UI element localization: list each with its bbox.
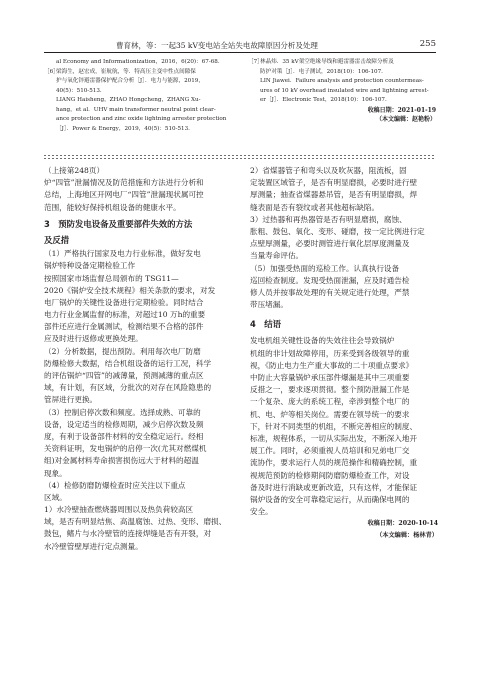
reference-line: ［J］．Power & Energy，2019，40(5)：510-513.	[56, 125, 190, 132]
left-column	[44, 165, 234, 553]
text-line: 安全。	[250, 507, 273, 517]
text-line: 管屏进行更换。	[44, 395, 98, 405]
text-line: 巡回检查制度。发现受热面泄漏，应及时通告检	[250, 275, 410, 285]
text-line: 水冷壁管壁厚进行定点测量。	[44, 541, 143, 551]
text-line: 电厂锅炉的关键性设备进行定期检验。同时结合	[44, 297, 204, 307]
text-line: 机组的非计划故障停用，历来受到各级领导的重	[250, 348, 410, 358]
text-line: 现象。	[44, 468, 67, 478]
text-line: 锅炉设备的安全可靠稳定运行，从而确保电网的	[250, 494, 410, 504]
text-line: 下，针对不同类型的机组，不断完善相应的制度、	[250, 421, 418, 431]
received-date: 收稿日期：2021-01-19	[367, 106, 436, 114]
text-line: 中防止大容量锅炉承压部件爆漏是其中三项重要	[250, 373, 410, 382]
text-line: 发电机组关键性设备的失效往往会导致锅炉	[250, 336, 395, 346]
text-line: 标准，规程体系，一切从实际出发，不断深入地开	[250, 433, 418, 443]
reference-line: 护与氧化锌避雷器保护配合分析［J］．电力与能源，2019，	[56, 78, 204, 84]
text-line: 防爆检修大数据，结合机组设备的运行工况，科学	[44, 358, 212, 368]
references-left	[44, 58, 234, 134]
reference-line: 梁海生，赵宏成，崔航航，等．特高压主变中性点间隙保	[56, 68, 196, 75]
text-line: 鼓包，鳍片与水冷壁管的连接焊缝是否有开裂，对	[44, 529, 212, 539]
text-line: 2）省煤器管子和弯头以及吹灰器，阻流板，固	[250, 166, 407, 175]
text-line: 电力行业金属监督的标准，对超过10 万h的重要	[44, 310, 206, 320]
text-line: 视，《防止电力生产重大事故的二十项重点要求》	[250, 360, 414, 370]
article-divider	[44, 154, 436, 160]
text-line: 胀粗、鼓包、氧化、变形、碰磨，按一定比例进行定	[250, 226, 425, 236]
text-line: 2020《锅炉安全技术规程》相关条款的要求，对发	[44, 285, 216, 295]
reference-number: ［7］	[248, 59, 263, 65]
text-line: 区域。	[44, 492, 67, 502]
text-line: 反措之一，要求逐项贯彻。整个预防泄漏工作是	[250, 385, 410, 395]
text-line: 流协作，要求运行人员的规范操作和精确控制，重	[250, 458, 418, 468]
reference-line: 防护对策［J］．电子测试，2018(10)：106-107.	[260, 68, 383, 75]
text-line: （5）加强受热面的巡检工作。认真执行设备	[250, 263, 400, 273]
continuation-note: （上接第248页）	[44, 166, 105, 175]
text-line: （2）分析数据，提出预防。利用每次电厂防磨	[44, 346, 201, 356]
text-line: 机、电、炉等相关岗位。需要在领导统一的要求	[250, 409, 410, 419]
reference-line: hang，et al．UHV main transformer neutral point clear-	[56, 106, 216, 113]
text-line: 修人员并按事故处理的有关规定进行处理，严禁	[250, 287, 410, 297]
running-header	[44, 40, 436, 53]
right-column	[250, 165, 438, 543]
text-line: 视规范预防的检修期间防磨防爆检查工作，对设	[250, 470, 410, 480]
editor-credit: （本文编辑：赵艳粉）	[375, 115, 436, 123]
text-line: 一个复杂、庞大的系统工程，牵涉到整个电厂的	[250, 397, 410, 407]
text-line: 设备，设定适当的检修周期，减少启停次数及频	[44, 419, 204, 429]
text-line: 范围，能较好保持机组设备的健康水平。	[44, 202, 181, 212]
text-line: 带压堵漏。	[250, 300, 288, 310]
reference-line: ance protection and zinc oxide lightning arrester protection	[56, 116, 227, 122]
text-line: 点壁厚测量，必要时测管进行氧化层厚度测量及	[250, 239, 410, 249]
text-line: 炉“四管”泄漏情况及防范措施和方法进行分析和	[44, 178, 204, 188]
reference-line: LIANG Haisheng，ZHAO Hongcheng，ZHANG Xu-	[56, 97, 201, 103]
text-line: 应及时进行返修或更换处理。	[44, 334, 143, 344]
received-block	[248, 106, 436, 124]
text-line: 的评估锅炉“四管”的减薄量，预测减薄的重点区	[44, 371, 204, 380]
text-line: 总结，上海地区开网电厂“四管”泄漏现状属可控	[44, 190, 204, 200]
text-line: 组)对金属材料寿命损害损伤远大于材料的超温	[44, 456, 199, 466]
text-line: 厚测量；抽查省煤器悬吊管，是否有明显磨损，焊	[250, 190, 418, 200]
text-line: 域，是否有明显结焦、高温腐蚀、过热、变形、磨损、	[44, 517, 227, 527]
text-line: （3）控制启停次数和频度。选择成熟、可靠的	[44, 407, 201, 417]
section-heading: 及反措	[44, 234, 70, 245]
text-line: 缝表面是否有裂纹或者其他超标缺陷。	[250, 202, 380, 212]
page-number: 255	[419, 39, 436, 49]
reference-item	[44, 58, 234, 68]
reference-number: ［6］	[44, 68, 59, 75]
text-line: 3）过热器和再热器管是否有明显磨损，腐蚀、	[250, 214, 407, 224]
reference-line: 林晶炜．35 kV架空绝缘导线和避雷器雷击故障分析及	[260, 59, 394, 65]
references-right	[248, 58, 436, 124]
reference-item	[44, 68, 234, 135]
reference-line: 40(5)：510-513.	[56, 87, 102, 94]
text-line: （1）严格执行国家及电力行业标准，做好发电	[44, 249, 201, 259]
text-line: （4）检修防磨防爆检查时应关注以下重点	[44, 480, 186, 490]
section-heading: 3 预防发电设备及重要部件失效的方法	[44, 218, 193, 229]
received-date: 收稿日期：2020-10-14	[367, 520, 438, 528]
reference-line: ures of 10 kV overhead insulated wire and lightning arrest-	[260, 87, 429, 94]
text-line: 定装置区域管子，是否有明显磨损，必要时进行壁	[250, 178, 418, 188]
reference-line: er［J］．Electronic Test，2018(10)：106-107.	[260, 97, 387, 103]
reference-line: al Economy and Informationization，2016，6(20)：67-68.	[56, 59, 220, 65]
section-heading: 4 结语	[250, 319, 281, 330]
text-line: 度，有利于设备部件材料的安全稳定运行。经相	[44, 431, 204, 441]
editor-credit: （本文编辑：杨林青）	[376, 532, 438, 540]
text-line: 关资料证明，发电锅炉的启停一次(尤其对燃煤机	[44, 444, 207, 454]
text-line: 当量寿命评估。	[250, 251, 304, 261]
text-line: 锅炉特种设备定期检验工作	[44, 261, 136, 271]
header-title: 曹育林，等：一起35 kV变电站全站失电故障原因分析及处理	[116, 41, 318, 50]
reference-item	[248, 58, 436, 106]
text-line: 备及时进行消缺或更新改造，只有这样，才能保证	[250, 482, 418, 492]
text-line: 域，有计划，有区域，分批次的对存在风险隐患的	[44, 383, 212, 393]
reference-line: LIN Jiawei．Failure analysis and protection countermeas-	[260, 78, 424, 84]
text-line: 按照国家市场监督总局颁布的 TSG11—	[44, 273, 179, 283]
text-line: 1）水冷壁抽查燃烧器周围以及热负荷较高区	[44, 505, 194, 515]
text-line: 部件还应进行金属测试，检测结果不合格的部件	[44, 322, 204, 332]
text-line: 展工作。同时，必须重视人员培训和兄弟电厂交	[250, 446, 410, 456]
